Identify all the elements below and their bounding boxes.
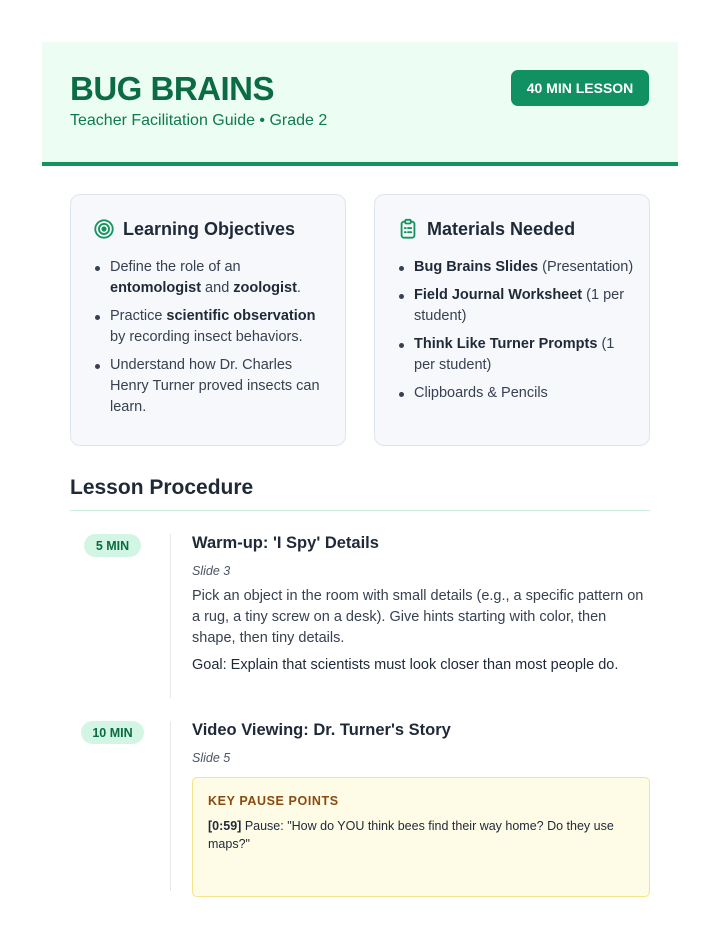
note-heading: KEY PAUSE POINTS: [208, 794, 339, 808]
materials-list: [397, 257, 637, 411]
slide-reference: Slide 5: [192, 751, 231, 765]
clipboard-icon: [397, 218, 419, 240]
step-title: Warm-up: 'I Spy' Details: [192, 534, 379, 552]
section-title: Lesson Procedure: [70, 476, 254, 499]
header-banner: [42, 42, 678, 166]
pause-points-note: [192, 777, 650, 897]
target-icon: [93, 218, 115, 240]
learning-objectives-card: [70, 194, 346, 446]
card-title: Materials Needed: [427, 218, 576, 239]
list-item: Think Like Turner Prompts (1 per student): [397, 334, 637, 376]
duration-pill: 5 MIN: [84, 534, 141, 557]
duration-badge: 40 MIN LESSON: [511, 70, 649, 106]
step-title: Video Viewing: Dr. Turner's Story: [192, 721, 451, 739]
materials-needed-card: [374, 194, 650, 446]
timeline-line: [170, 534, 171, 698]
list-item: Define the role of an entomologist and zoologist.: [93, 257, 333, 299]
list-item: Practice scientific observation by recording insect behaviors.: [93, 306, 333, 348]
list-item: Field Journal Worksheet (1 per student): [397, 285, 637, 327]
step-goal: Goal: Explain that scientists must look closer than most people do.: [192, 657, 619, 673]
procedure-step: [70, 534, 650, 700]
list-item: Bug Brains Slides (Presentation): [397, 257, 637, 278]
note-text: [0:59] Pause: "How do YOU think bees find their way home? Do they use maps?": [208, 819, 614, 851]
timeline-line: [170, 721, 171, 891]
slide-reference: Slide 3: [192, 564, 231, 578]
card-header: [93, 218, 295, 240]
card-header: [397, 218, 575, 240]
list-item: Clipboards & Pencils: [397, 383, 637, 404]
page-title: BUG BRAINS: [70, 70, 275, 107]
step-description: Pick an object in the room with small details (e.g., a specific pattern on a rug, a tiny screw on a desk). Give hints starting with color, then shape, then tiny details.: [192, 588, 644, 646]
objectives-list: [93, 257, 333, 425]
procedure-step: [70, 721, 650, 911]
page-subtitle: Teacher Facilitation Guide • Grade 2: [70, 112, 328, 129]
section-divider: [70, 510, 650, 511]
card-title: Learning Objectives: [123, 218, 296, 239]
duration-pill: 10 MIN: [81, 721, 144, 744]
list-item: Understand how Dr. Charles Henry Turner proved insects can learn.: [93, 355, 333, 418]
